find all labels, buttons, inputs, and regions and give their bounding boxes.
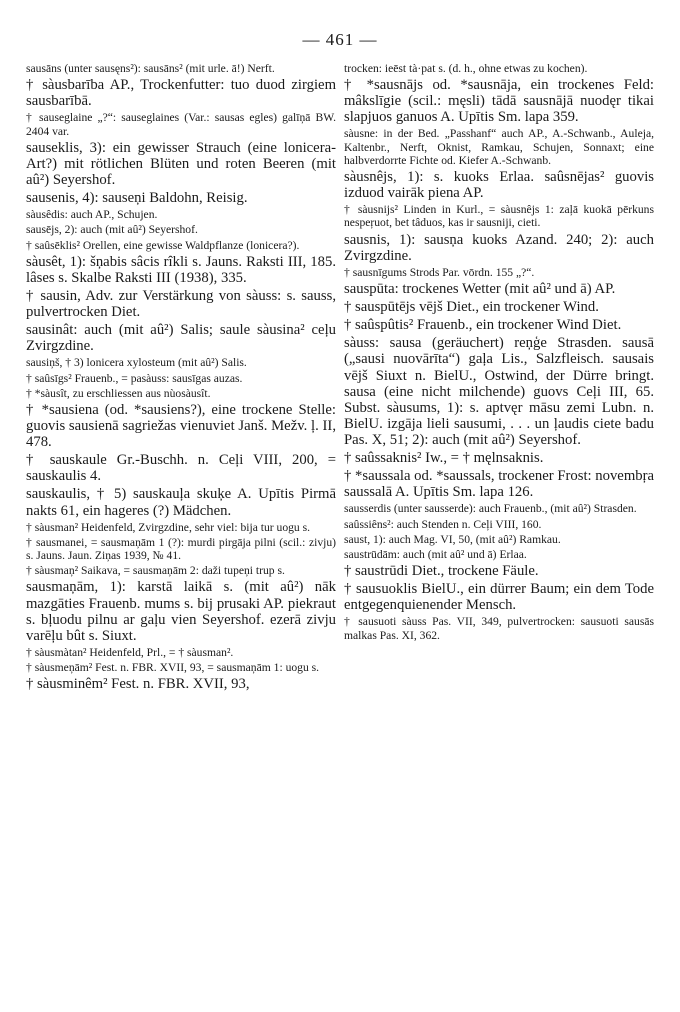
dictionary-entry: sàusne: in der Bed. „Passhanf“ auch AP., A.-Schwanb., Auleja, Kaltenbr., Nerft, Oknist, Ramkau, Schujen, Sonnaxt; eine halbverdorrte Fichte od. Kiefer A.-Schwanb. (344, 127, 654, 167)
dictionary-entry: † sausuoklis BielU., ein dürrer Baum; ein dem Tode entgegenquienender Mensch. (344, 581, 654, 614)
dictionary-entry: sausāns (unter sausęns²): sausāns² (mit urle. ā!) Nerft. (26, 62, 275, 75)
dictionary-entry: † *sàusît, zu erschliessen aus nùosàusît. (26, 386, 211, 400)
dictionary-entry: † sàusmàtan² Heidenfeld, Prl., = † sàusman². (26, 645, 234, 659)
dictionary-entry: † sausin, Adv. zur Verstärkung von sàuss: s. sauss, pulvertrocken Diet. (26, 287, 336, 321)
dictionary-entry: † sàusminêm² Fest. n. FBR. XVII, 93, (26, 676, 250, 693)
dictionary-entry: sàusêdis: auch AP., Schujen. (26, 208, 158, 222)
dictionary-entry: † sausuoti sàuss Pas. VII, 349, pulvertrocken: sausuoti sausās malkas Pas. XI, 362. (344, 615, 654, 642)
dictionary-entry: trocken: ieēst tà·pat s. (d. h., ohne etwas zu kochen). (344, 62, 588, 75)
dictionary-entry: sauseklis, 3): ein gewisser Strauch (eine lonicera-Art?) mit rötlichen Blüten und roten Beeren (mit aû²) Seyershof. (26, 139, 336, 188)
dictionary-entry: sausenis, 4): sauseņi Baldohn, Reisig. (26, 190, 248, 207)
dictionary-entry: † *sausnājs od. *sausnāja, ein trockenes Feld: mâkslīgie (scil.: męsli) tādā sausnājā nuodęr tikai slapjuos ganuos A. Upītis Sm. lapa 359. (344, 77, 654, 126)
dictionary-entry: sausējs, 2): auch (mit aû²) Seyershof. (26, 223, 198, 237)
left-column (26, 62, 336, 694)
dictionary-entry: † sausmanei, = sausmaņām 1 (?): murdi pirgāja pilni (scil.: zivju) s. Jauns. Jaun. Ziņas 1939, № 41. (26, 535, 336, 563)
dictionary-entry: † sauseglaine „?“: sauseglaines (Var.: sausas egles) galīņā BW. 2404 var. (26, 111, 336, 138)
dictionary-entry: † sàusbarība AP., Trockenfutter: tuo duod zirgiem sausbarībā. (26, 77, 336, 110)
dictionary-entry: † sàusnijs² Linden in Kurl., = sàusnêjs 1: zaļā kuokā pērkuns nespeŗuot, bet tâduos, kas ir sausniji, cieti. (344, 203, 654, 230)
dictionary-entry: † *saussala od. *saussals, trockener Frost: novembŗa saussalā A. Upītis Sm. lapa 126. (344, 468, 655, 501)
dictionary-entry: sausnis, 1): sausņa kuoks Azand. 240; 2): auch Zvirgzdine. (344, 231, 654, 264)
dictionary-entry: † sausnīgums Strods Par. vōrdn. 155 „?“. (344, 265, 535, 279)
dictionary-entry: † saûssaknis² Iw., = † męlnsaknis. (344, 450, 544, 467)
dictionary-entry: sausserdis (unter sausserde): auch Frauenb., (mit aû²) Strasden. (344, 502, 637, 516)
dictionary-entry: sausinât: auch (mit aû²) Salis; saule sàusina² ceļu Zvirgzdine. (26, 322, 336, 355)
dictionary-entry: † sauskaule Gr.-Buschh. n. Ceļi VIII, 200, = sauskaulis 4. (26, 452, 336, 485)
dictionary-entry: † sàusmeņām² Fest. n. FBR. XVII, 93, = sausmaņām 1: uogu s. (26, 661, 320, 674)
dictionary-entry: saûssiêns²: auch Stenden n. Ceļi VIII, 160. (344, 517, 542, 531)
dictionary-entry: sausiņš, † 3) lonicera xylosteum (mit aû²) Salis. (26, 356, 247, 370)
dictionary-entry: † saustrūdi Diet., trockene Fäule. (344, 563, 539, 580)
dictionary-entry: sàusnêjs, 1): s. kuoks Erlaa. saûsnējas² guovis izduod vairāk piena AP. (344, 169, 654, 202)
dictionary-entry: sàusêt, 1): šņabis sâcis rîkli s. Jauns. Raksti III, 185. lâses s. Skalbe Raksti III (1938), 335. (26, 253, 336, 286)
dictionary-entry: sausmaņām, 1): karstā laikā s. (mit aû²) nāk mazgāties Frauenb. mums s. bij prusaki AP. piekraut s. bļuodu pilnu ar gaļu vien Seyershof. ezerā zivju varēļu bût s. Siuxt. (26, 579, 336, 644)
dictionary-entry: † saûspûtis² Frauenb., ein trockener Wind Diet. (344, 317, 622, 334)
right-column (344, 62, 654, 644)
dictionary-entry: sàuss: sausa (geräuchert) reņģe Strasden. sausā („sausi nuovārīta“) gaļa Lis., Salzfleisch. sausais vējš Siuxt n. BielU., Ostwind, der Dürre bringt. sausa (eine nicht milchende) guovs Ceļi III, 65. Subst. sàusums, 1): s. aptvęr māsu zemi Lubn. n. BielU. izgāja lieli sausumi, . . . un ļaudis ciete badu Pas. X, 51; 2): auch (mit aû²) Seyershof. (344, 335, 654, 448)
dictionary-entry: sauspūta: trockenes Wetter (mit aû² und ā) AP. (344, 281, 616, 298)
dictionary-entry: saustrūdām: auch (mit aû² und ā) Erlaa. (344, 547, 527, 561)
dictionary-entry: † *sausiena (od. *sausiens?), eine trockene Stelle: guovis sausienā sagriežas vienuviet Janš. Mežv. ļ. II, 478. (26, 401, 336, 451)
dictionary-entry: sauskaulis, † 5) sauskauļa skuķe A. Upītis Pirmā nakts 61, ein hageres (?) Mädchen. (26, 486, 336, 519)
page-number: — 461 — (302, 30, 378, 49)
dictionary-entry: † sàusmaņ² Saikava, = sausmaņām 2: daži tupeņi trup s. (26, 564, 285, 578)
dictionary-entry: † saûsēklis² Orellen, eine gewisse Waldpflanze (lonicera?). (26, 238, 300, 252)
dictionary-entry: † saûsīgs² Frauenb., = pasàuss: sausīgas auzas. (26, 371, 243, 385)
dictionary-entry: † sàusman² Heidenfeld, Zvirgzdine, sehr viel: bija tur uogu s. (26, 520, 311, 534)
dictionary-entry: † sauspūtējs vējš Diet., ein trockener Wind. (344, 299, 599, 316)
dictionary-entry: saust, 1): auch Mag. VI, 50, (mit aû²) Ramkau. (344, 532, 561, 546)
